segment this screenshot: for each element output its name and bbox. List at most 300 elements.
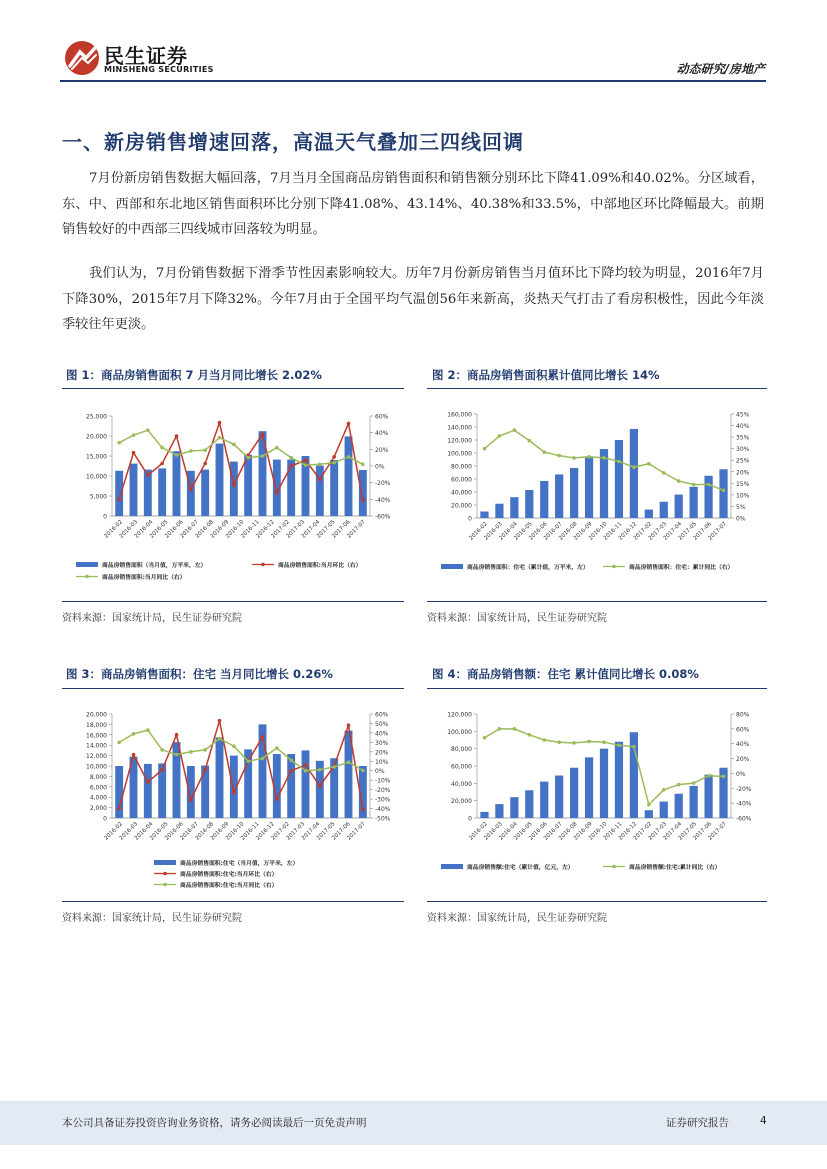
legend-bar-swatch — [441, 564, 463, 569]
series-point — [347, 760, 351, 764]
series-point — [361, 769, 365, 773]
series-point — [707, 483, 711, 487]
series-point — [175, 733, 179, 737]
logo-text-cn: 民生证券 — [104, 44, 188, 68]
x-axis-tick-label: 2016-12 — [617, 521, 639, 542]
right-axis-tick-label: -50% — [375, 815, 391, 823]
series-point — [557, 454, 561, 458]
right-axis-tick-label: 30% — [736, 446, 750, 454]
chart-bar — [287, 460, 295, 516]
right-axis-tick-label: 40% — [375, 730, 389, 738]
right-axis-tick-label: -20% — [736, 785, 752, 793]
left-axis-tick-label: 20,000 — [86, 711, 107, 719]
x-axis-tick-label: 2017-05 — [315, 821, 337, 842]
chart-bar — [216, 737, 224, 818]
chart-bar — [480, 812, 488, 818]
series-point — [647, 462, 651, 466]
figure-3-bottom-rule — [62, 901, 404, 902]
chart-bar — [585, 458, 593, 518]
chart-bar — [287, 754, 295, 818]
x-axis-tick-label: 2017-07 — [707, 521, 728, 542]
series-point — [304, 458, 308, 462]
x-axis-tick-label: 2016-07 — [179, 519, 200, 540]
x-axis-tick-label: 2016-06 — [164, 821, 185, 842]
right-axis-tick-label: 20% — [375, 446, 389, 454]
right-axis-tick-label: 45% — [736, 411, 750, 419]
x-axis-tick-label: 2016-10 — [224, 821, 246, 842]
x-axis-tick-label: 2016-03 — [118, 519, 140, 540]
series-point — [498, 727, 502, 731]
series-point — [602, 456, 606, 460]
x-axis-tick-label: 2017-04 — [300, 821, 322, 842]
right-axis-tick-label: -40% — [375, 806, 391, 814]
figure-1-title: 图 1：商品房销售面积 7 月当月同比增长 2.02% — [66, 368, 322, 382]
x-axis-tick-label: 2017-02 — [632, 821, 654, 842]
paragraph-1: 7月份新房销售数据大幅回落，7月当月全国商品房销售面积和销售额分别环比下降41.09%和40.02%。分区域看，东、中、西部和东北地区销售面积环比分别下降41.08%、43.14%、40.38%和33.5%，中部地区环比降幅最大。前期销售较好的中西部三四线城市回落较为明显。 — [62, 171, 764, 237]
chart-bar — [359, 470, 367, 516]
series-point — [160, 748, 164, 752]
chart-bar — [302, 750, 310, 818]
series-point — [175, 753, 179, 757]
right-axis-tick-label: 60% — [736, 726, 750, 734]
series-point — [361, 498, 365, 502]
legend-label: 商品房销售面积:住宅:当月同比（右） — [180, 883, 278, 889]
x-axis-tick-label: 2017-05 — [315, 519, 337, 540]
series-point — [275, 797, 279, 801]
section-title: 一、新房销售增速回落，高温天气叠加三四线回调 — [62, 130, 524, 154]
chart-bar — [540, 782, 548, 818]
right-axis-tick-label: 0% — [375, 463, 385, 471]
x-axis-tick-label: 2016-08 — [558, 521, 579, 542]
right-axis-tick-label: 35% — [736, 434, 750, 442]
legend-label: 商品房销售面积（当月值，万平米，左） — [102, 563, 207, 569]
series-point — [289, 769, 293, 773]
x-axis-tick-label: 2016-07 — [179, 821, 200, 842]
series-point — [146, 473, 150, 477]
x-axis-tick-label: 2017-05 — [677, 821, 699, 842]
series-point — [160, 462, 164, 466]
chart-bar — [525, 490, 533, 518]
x-axis-tick-label: 2016-07 — [543, 521, 564, 542]
series-point — [483, 447, 487, 451]
legend-bar-swatch — [154, 860, 176, 865]
series-point — [261, 735, 265, 739]
x-axis-tick-label: 2017-07 — [346, 519, 367, 540]
chart-bar — [201, 765, 209, 818]
x-axis-tick-label: 2016-08 — [558, 821, 579, 842]
series-point — [275, 446, 279, 450]
x-axis-tick-label: 2016-11 — [240, 519, 261, 540]
series-point — [261, 757, 265, 761]
series-point — [542, 450, 546, 454]
left-axis-tick-label: 15,000 — [86, 453, 107, 461]
left-axis-tick-label: 120,000 — [447, 711, 472, 719]
chart-bar — [510, 497, 518, 518]
chart-bar — [704, 476, 712, 518]
x-axis-tick-label: 2016-10 — [224, 519, 246, 540]
x-axis-tick-label: 2017-05 — [677, 521, 699, 542]
right-axis-tick-label: 40% — [375, 430, 389, 438]
x-axis-tick-label: 2016-11 — [240, 821, 261, 842]
series-point — [160, 446, 164, 450]
left-axis-tick-label: 80,000 — [451, 746, 472, 754]
mom-series-line — [119, 721, 363, 810]
legend-line-marker — [163, 883, 167, 887]
series-point — [692, 781, 696, 785]
series-point — [361, 808, 365, 812]
x-axis-tick-label: 2017-04 — [662, 821, 684, 842]
series-point — [318, 784, 322, 788]
right-axis-tick-label: 10% — [375, 758, 389, 766]
series-point — [146, 728, 150, 732]
right-axis-tick-label: -60% — [375, 513, 391, 521]
chart-bar — [230, 462, 238, 516]
series-point — [232, 443, 236, 447]
left-axis-tick-label: 14,000 — [86, 742, 107, 750]
left-axis-tick-label: 0 — [468, 515, 472, 523]
left-axis-tick-label: 160,000 — [447, 411, 472, 419]
x-axis-tick-label: 2016-05 — [513, 521, 534, 542]
logo-text-en: MINSHENG SECURITIES — [104, 65, 214, 74]
figure-2-top-rule — [427, 388, 767, 389]
report-type-label: 动态研究/房地产 — [676, 62, 765, 76]
chart-bar — [216, 444, 224, 516]
series-point — [232, 791, 236, 795]
x-axis-tick-label: 2017-06 — [331, 821, 352, 842]
series-point — [261, 433, 265, 437]
x-axis-tick-label: 2017-07 — [707, 821, 728, 842]
series-point — [146, 780, 150, 784]
series-point — [146, 428, 150, 432]
legend-line-marker — [85, 575, 89, 579]
series-point — [117, 741, 121, 745]
legend-bar-swatch — [441, 864, 463, 869]
series-point — [189, 798, 193, 802]
chart-bar — [480, 512, 488, 519]
figure-1-bottom-rule — [62, 601, 404, 602]
chart-bar — [510, 797, 518, 818]
header-divider — [60, 80, 766, 82]
chart-bar — [660, 802, 668, 818]
x-axis-tick-label: 2016-04 — [498, 521, 519, 542]
series-point — [332, 455, 336, 459]
right-axis-tick-label: 20% — [736, 469, 750, 477]
figure-2-bottom-rule — [427, 601, 767, 602]
series-point — [332, 461, 336, 465]
chart-bar — [187, 766, 195, 818]
legend-label: 商品房销售面积:当月同比（右） — [102, 575, 186, 581]
chart-bar — [660, 502, 668, 518]
figure-3-chart — [62, 692, 404, 898]
left-axis-tick-label: 6,000 — [89, 784, 107, 792]
right-axis-tick-label: -20% — [375, 480, 391, 488]
x-axis-tick-label: 2017-02 — [270, 821, 291, 842]
series-point — [232, 483, 236, 487]
x-axis-tick-label: 2016-08 — [194, 519, 216, 540]
x-axis-tick-label: 2016-05 — [149, 821, 170, 842]
figure-4-top-rule — [427, 688, 767, 689]
left-axis-tick-label: 0 — [468, 815, 472, 823]
left-axis-tick-label: 12,000 — [86, 753, 107, 761]
series-point — [347, 724, 351, 728]
series-point — [707, 774, 711, 778]
series-point — [347, 455, 351, 459]
x-axis-tick-label: 2016-04 — [133, 821, 155, 842]
series-point — [632, 745, 636, 749]
series-point — [361, 463, 365, 467]
series-point — [677, 479, 681, 483]
legend-line-marker — [163, 872, 167, 876]
chart-bar — [525, 790, 533, 818]
x-axis-tick-label: 2017-02 — [632, 521, 654, 542]
figure-1-source: 资料来源：国家统计局，民生证券研究院 — [62, 613, 242, 624]
x-axis-tick-label: 2016-02 — [103, 821, 125, 842]
right-axis-tick-label: 5% — [736, 503, 746, 511]
x-axis-tick-label: 2016-11 — [602, 821, 624, 842]
series-point — [117, 807, 121, 811]
series-point — [318, 478, 322, 482]
right-axis-tick-label: 20% — [736, 756, 750, 764]
x-axis-tick-label: 2016-05 — [513, 821, 534, 842]
x-axis-tick-label: 2016-02 — [103, 519, 125, 540]
x-axis-tick-label: 2017-06 — [331, 519, 352, 540]
x-axis-tick-label: 2016-06 — [164, 519, 185, 540]
x-axis-tick-label: 2017-03 — [285, 519, 307, 540]
series-point — [289, 464, 293, 468]
chart-bar — [555, 776, 563, 818]
series-point — [572, 456, 576, 460]
right-axis-tick-label: -40% — [736, 800, 752, 808]
right-axis-tick-label: 40% — [736, 741, 750, 749]
chart-bar — [540, 481, 548, 518]
left-axis-tick-label: 120,000 — [447, 437, 472, 445]
chart-bar — [495, 504, 503, 518]
paragraph-2: 我们认为，7月份销售数据下滑季节性因素影响较大。历年7月份新房销售当月值环比下降均较为明显，2016年7月下降30%，2015年7月下降32%。今年7月由于全国平均气温创56年来新高，炎热天气打击了看房积极性，因此今年淡季较往年更淡。 — [62, 266, 764, 332]
x-axis-tick-label: 2017-03 — [285, 821, 307, 842]
right-axis-tick-label: 60% — [375, 711, 389, 719]
chart-bar — [144, 764, 152, 818]
chart-bar — [630, 429, 638, 518]
legend-line-marker — [612, 565, 616, 569]
x-axis-tick-label: 2016-12 — [255, 519, 276, 540]
yoy-series-line — [119, 730, 363, 771]
series-point — [602, 740, 606, 744]
series-point — [189, 750, 193, 754]
left-axis-tick-label: 40,000 — [451, 780, 472, 788]
x-axis-tick-label: 2017-02 — [270, 519, 291, 540]
series-point — [587, 740, 591, 744]
chart-bar — [570, 468, 578, 518]
left-axis-tick-label: 20,000 — [451, 502, 472, 510]
chart-bar — [570, 768, 578, 818]
legend-line-marker — [261, 563, 265, 567]
chart-bar — [600, 749, 608, 818]
left-axis-tick-label: 0 — [103, 513, 107, 521]
legend-label: 商品房销售面积:当月环比（右） — [278, 563, 362, 569]
x-axis-tick-label: 2016-07 — [543, 821, 564, 842]
series-point — [677, 783, 681, 787]
x-axis-tick-label: 2016-09 — [209, 519, 231, 540]
series-point — [175, 453, 179, 457]
series-point — [261, 454, 265, 458]
x-axis-tick-label: 2016-09 — [209, 821, 231, 842]
legend-label: 商品房销售面积:住宅:当月环比（右） — [180, 872, 278, 878]
series-point — [347, 422, 351, 426]
chart-bar — [690, 487, 698, 518]
left-axis-tick-label: 20,000 — [451, 798, 472, 806]
series-point — [617, 743, 621, 747]
left-axis-tick-label: 18,000 — [86, 721, 107, 729]
x-axis-tick-label: 2016-12 — [255, 821, 276, 842]
chart-bar — [130, 464, 138, 516]
series-point — [587, 455, 591, 459]
series-point — [275, 491, 279, 495]
series-point — [218, 436, 222, 440]
mom-series-line — [119, 423, 363, 501]
chart-bar — [690, 786, 698, 818]
chart-bar — [555, 474, 563, 518]
series-point — [132, 451, 136, 455]
series-point — [617, 460, 621, 464]
x-axis-tick-label: 2016-12 — [617, 821, 639, 842]
right-axis-tick-label: 10% — [736, 492, 750, 500]
x-axis-tick-label: 2016-06 — [528, 821, 549, 842]
series-point — [132, 732, 136, 736]
right-axis-tick-label: 25% — [736, 457, 750, 465]
left-axis-tick-label: 100,000 — [447, 450, 472, 458]
series-point — [189, 488, 193, 492]
chart-bar — [201, 470, 209, 516]
legend-line-marker — [612, 865, 616, 869]
x-axis-tick-label: 2017-06 — [692, 821, 714, 842]
left-axis-tick-label: 0 — [103, 815, 107, 823]
figure-4-source: 资料来源：国家统计局，民生证券研究院 — [427, 913, 607, 924]
legend-label: 商品房销售额:住宅（累计值，亿元，左） — [467, 865, 574, 871]
right-axis-tick-label: 50% — [375, 720, 389, 728]
x-axis-tick-label: 2017-03 — [647, 521, 669, 542]
right-axis-tick-label: -60% — [736, 815, 752, 823]
right-axis-tick-label: -20% — [375, 787, 391, 795]
page-number: 4 — [760, 1115, 767, 1127]
series-point — [203, 462, 207, 466]
right-axis-tick-label: 60% — [375, 413, 389, 421]
chart-bar — [645, 510, 653, 518]
series-point — [289, 456, 293, 460]
series-point — [632, 465, 636, 469]
x-axis-tick-label: 2016-10 — [587, 521, 609, 542]
right-axis-tick-label: -40% — [375, 496, 391, 504]
series-point — [722, 488, 726, 492]
left-axis-tick-label: 10,000 — [86, 473, 107, 481]
x-axis-tick-label: 2016-02 — [468, 821, 489, 842]
left-axis-tick-label: 20,000 — [86, 433, 107, 441]
series-point — [513, 428, 517, 432]
series-point — [513, 727, 517, 731]
figure-4-bottom-rule — [427, 901, 767, 902]
series-point — [662, 788, 666, 792]
left-axis-tick-label: 140,000 — [447, 424, 472, 432]
chart-bar — [244, 455, 252, 516]
left-axis-tick-label: 16,000 — [86, 732, 107, 740]
series-point — [218, 737, 222, 741]
series-point — [275, 746, 279, 750]
right-axis-tick-label: 15% — [736, 480, 750, 488]
figure-2-source: 资料来源：国家统计局，民生证券研究院 — [427, 613, 607, 624]
chart-bar — [316, 466, 324, 516]
x-axis-tick-label: 2016-04 — [498, 821, 519, 842]
x-axis-tick-label: 2016-09 — [572, 821, 594, 842]
left-axis-tick-label: 25,000 — [86, 413, 107, 421]
figure-2-title: 图 2：商品房销售面积累计值同比增长 14% — [432, 368, 660, 382]
series-point — [218, 719, 222, 723]
x-axis-tick-label: 2017-04 — [300, 519, 322, 540]
x-axis-tick-label: 2016-03 — [483, 821, 504, 842]
chart-bar — [675, 495, 683, 518]
chart-bar — [615, 742, 623, 818]
x-axis-tick-label: 2016-03 — [118, 821, 140, 842]
chart-bar — [495, 804, 503, 818]
series-point — [132, 433, 136, 437]
x-axis-tick-label: 2016-09 — [572, 521, 594, 542]
right-axis-tick-label: 80% — [736, 711, 750, 719]
series-point — [572, 741, 576, 745]
right-axis-tick-label: 0% — [736, 515, 746, 523]
series-point — [232, 744, 236, 748]
chart-bar — [719, 469, 727, 518]
series-point — [117, 498, 121, 502]
series-point — [218, 421, 222, 425]
figure-3-top-rule — [62, 688, 404, 689]
series-point — [318, 463, 322, 467]
series-point — [647, 803, 651, 807]
left-axis-tick-label: 100,000 — [447, 728, 472, 736]
right-axis-tick-label: 40% — [736, 423, 750, 431]
series-point — [246, 456, 250, 460]
right-axis-tick-label: 20% — [375, 749, 389, 757]
legend-bar-swatch — [76, 562, 98, 567]
legend-label: 商品房销售面积:住宅（当月值，万平米，左） — [180, 861, 299, 867]
x-axis-tick-label: 2016-04 — [133, 519, 155, 540]
right-axis-tick-label: -10% — [375, 777, 391, 785]
chart-bar — [645, 810, 653, 818]
series-point — [160, 768, 164, 772]
right-axis-tick-label: -30% — [375, 796, 391, 804]
figure-3-source: 资料来源：国家统计局，民生证券研究院 — [62, 913, 242, 924]
series-point — [557, 740, 561, 744]
x-axis-tick-label: 2016-05 — [149, 519, 170, 540]
chart-bar — [704, 775, 712, 818]
footer-disclaimer: 本公司具备证券投资咨询业务资格，请务必阅读最后一页免责声明 — [62, 1117, 367, 1129]
chart-bar — [615, 440, 623, 518]
left-axis-tick-label: 2,000 — [89, 805, 107, 813]
series-point — [498, 434, 502, 438]
x-axis-tick-label: 2016-11 — [602, 521, 624, 542]
right-axis-tick-label: 0% — [736, 770, 746, 778]
series-point — [318, 768, 322, 772]
series-point — [132, 753, 136, 757]
chart-bar — [345, 436, 353, 516]
legend-label: 商品房销售额:住宅:累计同比（右） — [629, 865, 721, 871]
chart-bar — [585, 757, 593, 818]
series-point — [304, 769, 308, 773]
chart-bar — [115, 471, 123, 516]
left-axis-tick-label: 5,000 — [89, 493, 107, 501]
series-point — [175, 434, 179, 438]
right-axis-tick-label: 0% — [375, 768, 385, 776]
yoy-series-line — [119, 430, 363, 465]
series-point — [246, 759, 250, 763]
series-point — [203, 448, 207, 452]
